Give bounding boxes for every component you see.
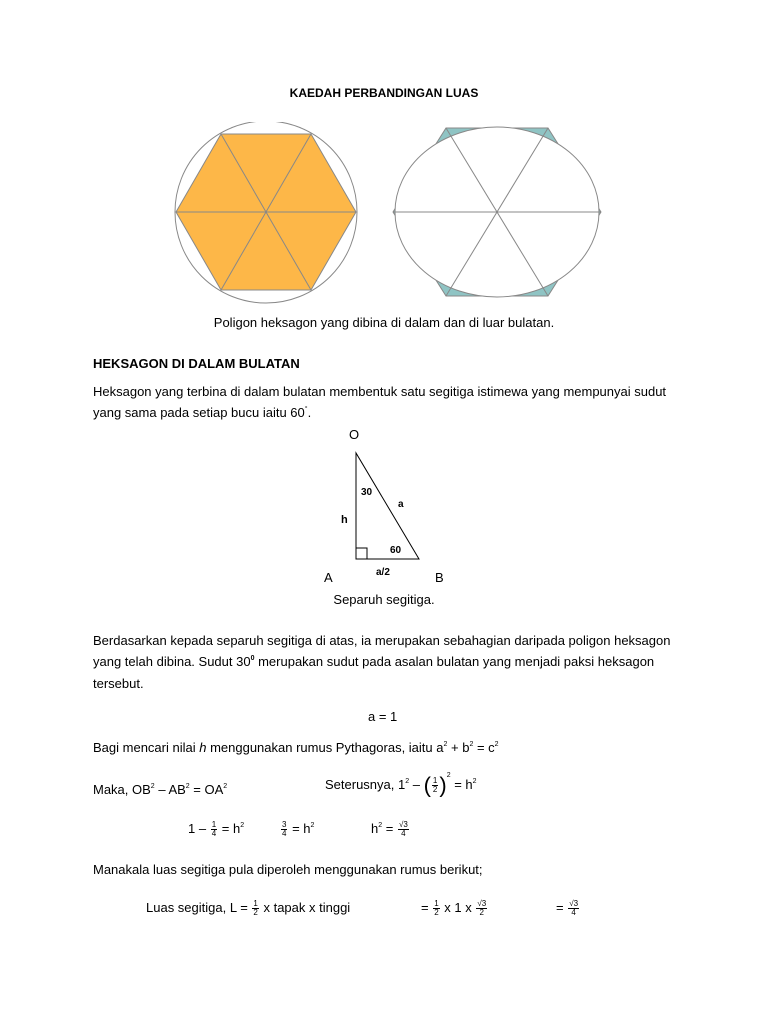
right-angle-marker <box>356 548 367 559</box>
pythagoras-line: Bagi mencari nilai h menggunakan rumus Pythagoras, iaitu $a^2 + b^2 = c^2$ <box>93 740 499 755</box>
equation-step-2: $\frac{3}{4}$ = $h^2$ <box>282 820 315 839</box>
height-label-h: h <box>341 514 348 526</box>
right-triangle-diagram <box>335 448 435 578</box>
angle-label-30: 30 <box>361 487 373 498</box>
area-result: = $\frac{√3}{4}$ <box>556 899 579 918</box>
equation-a: a = 1 <box>368 709 398 724</box>
vertex-label-b: B <box>435 570 444 585</box>
inscribed-hexagon-diagram <box>175 122 357 303</box>
seterusnya-equation: Seterusnya, $1^2$ – ( $\frac{1}{2}$ )$^2 = h^2$ <box>325 772 477 798</box>
paragraph-line: yang telah dibina. Sudut $30^0$ merupakan sudut pada asalan bulatan yang menjadi paksi heksagon <box>93 654 655 669</box>
equation-step-1: 1 – $\frac{1}{4}$ = $h^2$ <box>188 820 245 839</box>
section-heading: HEKSAGON DI DALAM BULATAN <box>93 356 300 371</box>
vertex-label-o: O <box>349 427 360 442</box>
equation-step-3: $h^2$ = $\frac{√3}{4}$ <box>371 820 408 839</box>
paragraph-line: Berdasarkan kepada separuh segitiga di atas, ia merupakan sebahagian daripada poligon heksagon <box>93 633 671 648</box>
paragraph-line: tersebut. <box>93 676 144 691</box>
paragraph-line: Heksagon yang terbina di dalam bulatan membentuk satu segitiga istimewa yang mempunyai sudut <box>93 384 667 399</box>
maka-equation: Maka, $OB^2 - AB^2 = OA^2$ <box>93 782 228 797</box>
vertex-label-a: A <box>324 570 333 585</box>
area-calculation: = $\frac{1}{2}$ x 1 x $\frac{√3}{2}$ <box>421 899 487 918</box>
figure-caption: Poligon heksagon yang dibina di dalam dan di luar bulatan. <box>213 315 555 330</box>
area-formula: Luas segitiga, L = $\frac{1}{2}$ x tapak x tinggi <box>146 899 351 918</box>
triangle-outline <box>356 453 419 559</box>
paragraph-line: yang sama pada setiap bucu iaitu 60°. <box>93 405 312 420</box>
paragraph-line: Manakala luas segitiga pula diperoleh menggunakan rumus berikut; <box>93 862 483 877</box>
side-label-a: a <box>398 499 404 510</box>
hexagon-figure <box>170 122 610 304</box>
triangle-caption: Separuh segitiga. <box>333 592 435 607</box>
circumscribed-hexagon-diagram <box>393 127 601 297</box>
base-label: a/2 <box>376 567 390 578</box>
page-title: KAEDAH PERBANDINGAN LUAS <box>289 86 479 100</box>
angle-label-60: 60 <box>390 545 402 556</box>
